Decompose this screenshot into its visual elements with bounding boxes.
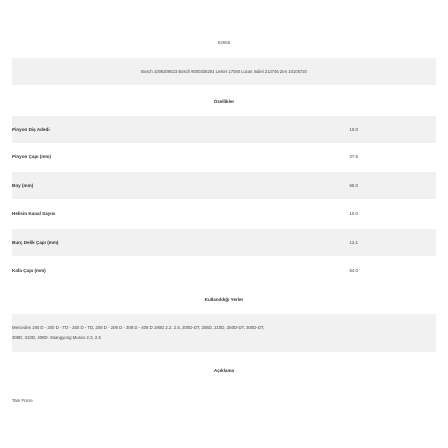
product-code: 53655: [217, 40, 231, 45]
oem-references: Bosch 1006209523 Bosch 9000336291 Lester 17040 Lucas Indiel 213746 Zen 10105720: [141, 69, 307, 74]
features-heading: Özellikler: [213, 99, 235, 104]
spec-label: Kafa Çapı (mm): [12, 268, 46, 273]
spec-label: Pinyon Çapı (mm): [12, 154, 52, 159]
spec-row: [12, 229, 436, 256]
spec-value: 54.0: [349, 268, 358, 273]
usage-line: 308D, 310D, 408D. Ssangyong Musso 2.3, 2.5: [12, 335, 101, 340]
usage-list: [12, 314, 436, 352]
spec-value: 10.0: [349, 127, 358, 132]
spec-value: 12.1: [349, 240, 358, 245]
usage-heading: Kullanıldığı Yerler: [204, 297, 244, 302]
spec-value: 10.0: [349, 211, 358, 216]
spec-label: Helisin Kanal Sayısı: [12, 211, 56, 216]
description-heading: Açıklama: [213, 368, 235, 373]
usage-line: Mercedes 190 D - 200 D - TD - 250 D - TD, 208 D - 209 D - 308 D - 408 D 190D 2.2, 2.5, 200D-DT, 208D, 210D, 250D-DT, 300D-DT,: [12, 325, 265, 330]
spec-row: [12, 257, 436, 284]
spec-label: Boy (mm): [12, 183, 34, 188]
spec-label: Pinyon Diş Adedi: [12, 127, 50, 132]
spec-row: [12, 172, 436, 199]
spec-label: Burç Delik Çapı (mm): [12, 240, 59, 245]
oem-references-band: [12, 58, 436, 85]
spec-row: [12, 200, 436, 227]
spec-value: 65.0: [349, 183, 358, 188]
description-text: Tam Freze: [12, 398, 33, 403]
spec-row: [12, 116, 436, 143]
spec-row: [12, 143, 436, 170]
spec-value: 27.5: [349, 154, 358, 159]
